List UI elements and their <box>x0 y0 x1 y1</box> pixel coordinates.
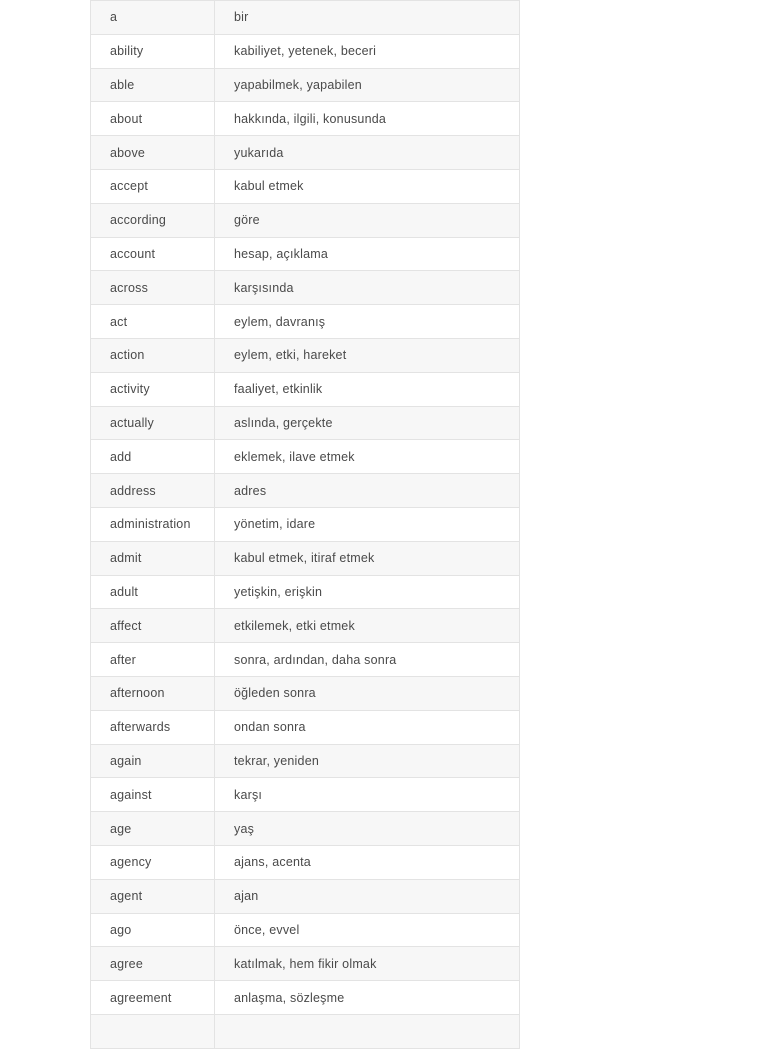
table-row <box>91 136 520 170</box>
english-word-cell: administration <box>91 507 215 541</box>
table-row <box>91 406 520 440</box>
table-row <box>91 710 520 744</box>
table-row <box>91 913 520 947</box>
turkish-translation-cell: eylem, davranış <box>215 305 520 339</box>
english-word-cell: admit <box>91 541 215 575</box>
english-word-cell: after <box>91 643 215 677</box>
table-row <box>91 68 520 102</box>
english-word-cell <box>91 1014 215 1048</box>
english-word-cell: adult <box>91 575 215 609</box>
english-word-cell: according <box>91 203 215 237</box>
english-word-cell: again <box>91 744 215 778</box>
turkish-translation-cell: anlaşma, sözleşme <box>215 981 520 1015</box>
english-word-cell: address <box>91 474 215 508</box>
turkish-translation-cell: kabiliyet, yetenek, beceri <box>215 34 520 68</box>
english-word-cell: afterwards <box>91 710 215 744</box>
table-row <box>91 169 520 203</box>
table-row <box>91 778 520 812</box>
turkish-translation-cell: yukarıda <box>215 136 520 170</box>
table-row <box>91 609 520 643</box>
table-row <box>91 237 520 271</box>
turkish-translation-cell: eylem, etki, hareket <box>215 338 520 372</box>
table-row <box>91 812 520 846</box>
table-row <box>91 34 520 68</box>
table-row <box>91 1014 520 1048</box>
turkish-translation-cell: göre <box>215 203 520 237</box>
table-row <box>91 305 520 339</box>
table-row <box>91 271 520 305</box>
english-word-cell: affect <box>91 609 215 643</box>
turkish-translation-cell: ajans, acenta <box>215 845 520 879</box>
turkish-translation-cell: yapabilmek, yapabilen <box>215 68 520 102</box>
table-row <box>91 440 520 474</box>
english-word-cell: age <box>91 812 215 846</box>
turkish-translation-cell: karşı <box>215 778 520 812</box>
turkish-translation-cell: hakkında, ilgili, konusunda <box>215 102 520 136</box>
table-row <box>91 575 520 609</box>
english-word-cell: ability <box>91 34 215 68</box>
turkish-translation-cell: tekrar, yeniden <box>215 744 520 778</box>
table-row <box>91 474 520 508</box>
table-row <box>91 981 520 1015</box>
english-word-cell: agent <box>91 879 215 913</box>
table-row <box>91 338 520 372</box>
table-row <box>91 676 520 710</box>
table-row <box>91 947 520 981</box>
table-row <box>91 879 520 913</box>
english-word-cell: account <box>91 237 215 271</box>
turkish-translation-cell: eklemek, ilave etmek <box>215 440 520 474</box>
english-word-cell: afternoon <box>91 676 215 710</box>
vocabulary-table-body <box>91 1 520 1049</box>
turkish-translation-cell: ondan sonra <box>215 710 520 744</box>
english-word-cell: activity <box>91 372 215 406</box>
turkish-translation-cell: yetişkin, erişkin <box>215 575 520 609</box>
english-word-cell: about <box>91 102 215 136</box>
turkish-translation-cell: kabul etmek, itiraf etmek <box>215 541 520 575</box>
turkish-translation-cell <box>215 1014 520 1048</box>
turkish-translation-cell: sonra, ardından, daha sonra <box>215 643 520 677</box>
turkish-translation-cell: kabul etmek <box>215 169 520 203</box>
turkish-translation-cell: faaliyet, etkinlik <box>215 372 520 406</box>
table-row <box>91 643 520 677</box>
table-row <box>91 541 520 575</box>
vocabulary-table <box>90 0 520 1049</box>
turkish-translation-cell: öğleden sonra <box>215 676 520 710</box>
english-word-cell: actually <box>91 406 215 440</box>
turkish-translation-cell: önce, evvel <box>215 913 520 947</box>
english-word-cell: add <box>91 440 215 474</box>
turkish-translation-cell: etkilemek, etki etmek <box>215 609 520 643</box>
english-word-cell: above <box>91 136 215 170</box>
table-row <box>91 203 520 237</box>
turkish-translation-cell: hesap, açıklama <box>215 237 520 271</box>
turkish-translation-cell: aslında, gerçekte <box>215 406 520 440</box>
table-row <box>91 102 520 136</box>
turkish-translation-cell: yönetim, idare <box>215 507 520 541</box>
turkish-translation-cell: yaş <box>215 812 520 846</box>
english-word-cell: agency <box>91 845 215 879</box>
table-row <box>91 372 520 406</box>
english-word-cell: agree <box>91 947 215 981</box>
turkish-translation-cell: karşısında <box>215 271 520 305</box>
turkish-translation-cell: ajan <box>215 879 520 913</box>
english-word-cell: a <box>91 1 215 35</box>
english-word-cell: across <box>91 271 215 305</box>
english-word-cell: act <box>91 305 215 339</box>
turkish-translation-cell: bir <box>215 1 520 35</box>
table-row <box>91 845 520 879</box>
english-word-cell: action <box>91 338 215 372</box>
english-word-cell: against <box>91 778 215 812</box>
english-word-cell: ago <box>91 913 215 947</box>
english-word-cell: able <box>91 68 215 102</box>
table-row <box>91 744 520 778</box>
table-row <box>91 1 520 35</box>
turkish-translation-cell: adres <box>215 474 520 508</box>
turkish-translation-cell: katılmak, hem fikir olmak <box>215 947 520 981</box>
english-word-cell: accept <box>91 169 215 203</box>
english-word-cell: agreement <box>91 981 215 1015</box>
table-row <box>91 507 520 541</box>
